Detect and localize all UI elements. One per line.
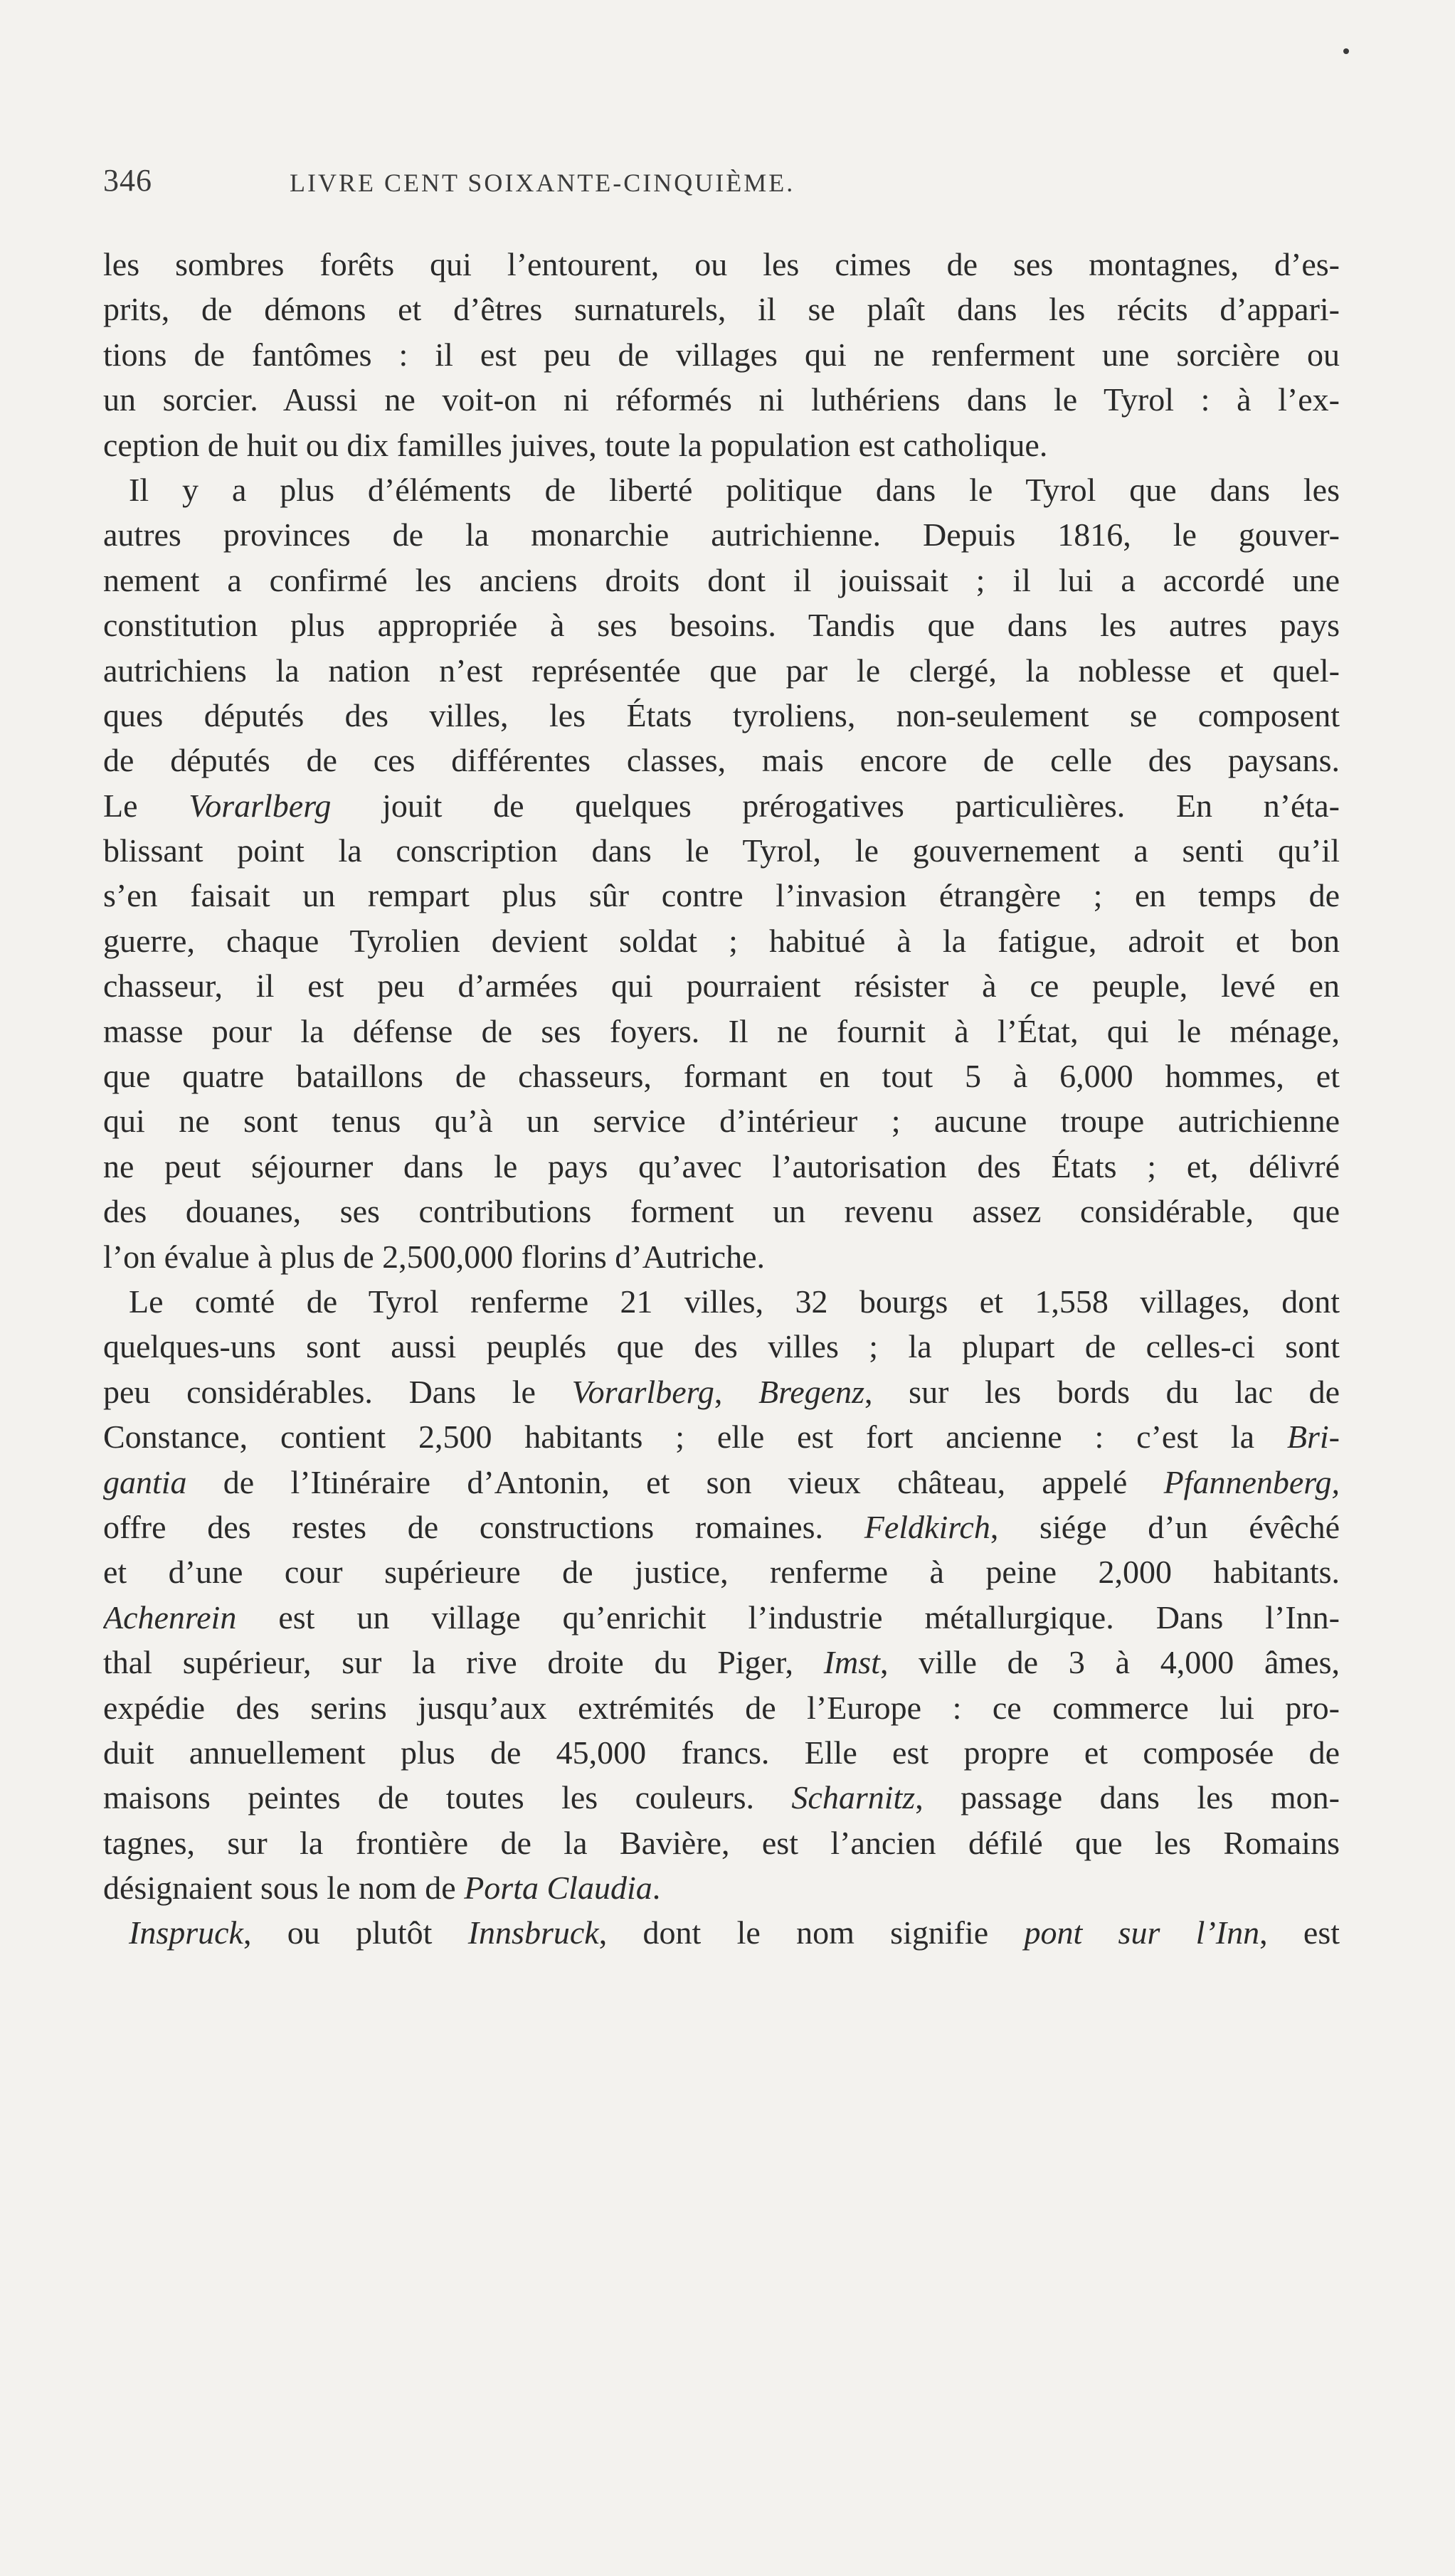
text-segment: prits, de démons et d’êtres surnaturels, il se plaît dans les récits d’appari- xyxy=(103,291,1340,328)
text-segment: offre des restes de constructions romaines. xyxy=(103,1508,864,1545)
text-segment: un sorcier. Aussi ne voit-on ni réformés ni luthériens dans le Tyrol : à l’ex- xyxy=(103,381,1340,418)
italic-text: Achenrein xyxy=(103,1599,237,1636)
text-line xyxy=(103,1189,1340,1234)
text-segment: peu considérables. Dans le xyxy=(103,1373,572,1410)
page-number: 346 xyxy=(103,163,152,198)
text-segment: chasseur, il est peu d’armées qui pourraient résister à ce peuple, levé en xyxy=(103,968,1340,1005)
text-segment: et d’une cour supérieure de justice, renferme à peine 2,000 habitants. xyxy=(103,1554,1340,1591)
italic-text: pont sur l’Inn xyxy=(1024,1914,1260,1951)
text-line xyxy=(103,242,1340,287)
text-segment: , siége d’un évêché xyxy=(990,1508,1340,1545)
italic-text: Vorarlberg xyxy=(189,787,332,824)
text-line xyxy=(103,1549,1340,1594)
text-line xyxy=(103,828,1340,873)
text-line xyxy=(103,648,1340,693)
text-line xyxy=(103,467,1340,512)
body-text xyxy=(103,242,1340,1956)
text-segment: s’en faisait un rempart plus sûr contre l’invasion étrangère ; en temps de xyxy=(103,877,1340,914)
text-segment: guerre, chaque Tyrolien devient soldat ; habitué à la fatigue, adroit et bon xyxy=(103,922,1340,959)
text-line xyxy=(103,918,1340,963)
page-header xyxy=(103,162,1085,205)
text-segment: , sur les bords du lac de xyxy=(864,1373,1340,1410)
text-line xyxy=(103,738,1340,783)
text-line xyxy=(103,1234,1340,1279)
text-segment: l’on évalue à plus de 2,500,000 florins d’Autriche. xyxy=(103,1238,765,1275)
text-line xyxy=(103,287,1340,332)
text-segment: qui ne sont tenus qu’à un service d’intérieur ; aucune troupe autrichienne xyxy=(103,1103,1340,1140)
italic-text: Imst xyxy=(823,1644,880,1681)
text-line xyxy=(103,1685,1340,1730)
text-line xyxy=(103,423,1340,467)
text-line xyxy=(103,873,1340,918)
text-segment: quelques-uns sont aussi peuplés que des villes ; la plupart de celles-ci sont xyxy=(103,1328,1340,1365)
text-segment: constitution plus appropriée à ses besoins. Tandis que dans les autres pays xyxy=(103,607,1340,644)
text-segment: ne peut séjourner dans le pays qu’avec l’autorisation des États ; et, délivré xyxy=(103,1147,1340,1184)
text-line xyxy=(103,1279,1340,1324)
text-line xyxy=(103,1009,1340,1054)
text-line xyxy=(103,1460,1340,1505)
text-segment: nement a confirmé les anciens droits dont il jouissait ; il lui a accordé une xyxy=(103,561,1340,598)
italic-text: Inspruck xyxy=(129,1914,243,1951)
text-segment: thal supérieur, sur la rive droite du Piger, xyxy=(103,1644,824,1681)
text-segment: , dont le nom signifie xyxy=(598,1914,1025,1951)
text-segment: Il y a plus d’éléments de liberté politique dans le Tyrol que dans les xyxy=(129,471,1340,508)
text-segment: tagnes, sur la frontière de la Bavière, est l’ancien défilé que les Romains xyxy=(103,1824,1340,1861)
italic-text: Bri- xyxy=(1286,1419,1340,1456)
running-title: LIVRE CENT SOIXANTE-CINQUIÈME. xyxy=(290,169,795,197)
italic-text: gantia xyxy=(103,1463,187,1500)
text-line xyxy=(103,1054,1340,1098)
text-segment: de députés de ces différentes classes, mais encore de celle des paysans. xyxy=(103,742,1340,779)
text-line xyxy=(103,1820,1340,1865)
text-line xyxy=(103,1640,1340,1685)
text-line xyxy=(103,1098,1340,1143)
text-segment: des douanes, ses contributions forment un revenu assez considérable, que xyxy=(103,1193,1340,1230)
text-segment: duit annuellement plus de 45,000 francs. Elle est propre et composée de xyxy=(103,1734,1340,1771)
text-line xyxy=(103,1505,1340,1549)
text-segment: , passage dans les mon- xyxy=(915,1779,1340,1816)
text-segment: Le xyxy=(103,787,189,824)
italic-text: Feldkirch xyxy=(864,1508,990,1545)
text-line xyxy=(103,1414,1340,1459)
text-segment: masse pour la défense de ses foyers. Il ne fournit à l’État, qui le ménage, xyxy=(103,1012,1340,1049)
text-line xyxy=(103,1369,1340,1414)
italic-text: Pfannenberg, xyxy=(1163,1463,1340,1500)
text-line xyxy=(103,558,1340,603)
text-segment: , est xyxy=(1259,1914,1340,1951)
text-segment: , ville de 3 à 4,000 âmes, xyxy=(879,1644,1340,1681)
italic-text: Bregenz xyxy=(758,1373,865,1410)
text-line xyxy=(103,783,1340,828)
text-segment: ception de huit ou dix familles juives, toute la population est catholique. xyxy=(103,426,1048,463)
text-segment: de l’Itinéraire d’Antonin, et son vieux château, appelé xyxy=(186,1463,1164,1500)
text-segment: autrichiens la nation n’est représentée que par le clergé, la noblesse et quel- xyxy=(103,652,1340,689)
text-segment: tions de fantômes : il est peu de villages qui ne renferment une sorcière ou xyxy=(103,336,1340,373)
ink-speck xyxy=(1343,48,1349,54)
italic-text: Scharnitz xyxy=(791,1779,916,1816)
text-segment: Constance, contient 2,500 habitants ; elle est fort ancienne : c’est la xyxy=(103,1419,1287,1456)
text-segment: les sombres forêts qui l’entourent, ou les cimes de ses montagnes, d’es- xyxy=(103,246,1340,282)
text-line xyxy=(103,332,1340,377)
text-line xyxy=(103,963,1340,1008)
text-segment: maisons peintes de toutes les couleurs. xyxy=(103,1779,792,1816)
italic-text: Innsbruck xyxy=(467,1914,599,1951)
text-segment: blissant point la conscription dans le Tyrol, le gouvernement a senti qu’il xyxy=(103,832,1340,869)
text-line xyxy=(103,1775,1340,1820)
text-segment: est un village qu’enrichit l’industrie métallurgique. Dans l’Inn- xyxy=(236,1599,1340,1636)
text-line xyxy=(103,1865,1340,1910)
text-line xyxy=(103,1144,1340,1189)
italic-text: Vorarlberg xyxy=(571,1373,714,1410)
text-segment: expédie des serins jusqu’aux extrémités de l’Europe : ce commerce lui pro- xyxy=(103,1689,1340,1726)
text-segment: , xyxy=(714,1373,758,1410)
text-segment: désignaient sous le nom de xyxy=(103,1870,465,1907)
text-segment: jouit de quelques prérogatives particulières. En n’éta- xyxy=(331,787,1340,824)
text-segment: que quatre bataillons de chasseurs, formant en tout 5 à 6,000 hommes, et xyxy=(103,1058,1340,1095)
italic-text: Porta Claudia xyxy=(464,1870,652,1907)
text-line xyxy=(103,512,1340,557)
text-line xyxy=(103,377,1340,422)
text-line xyxy=(103,1595,1340,1640)
text-line xyxy=(103,1324,1340,1369)
text-line xyxy=(103,1730,1340,1775)
text-line xyxy=(103,603,1340,647)
text-segment: , ou plutôt xyxy=(243,1914,468,1951)
text-segment: . xyxy=(652,1870,661,1907)
text-line xyxy=(103,1910,1340,1955)
text-line xyxy=(103,693,1340,738)
text-segment: ques députés des villes, les États tyroliens, non-seulement se composent xyxy=(103,696,1340,733)
text-segment: Le comté de Tyrol renferme 21 villes, 32 bourgs et 1,558 villages, dont xyxy=(129,1283,1340,1320)
text-segment: autres provinces de la monarchie autrichienne. Depuis 1816, le gouver- xyxy=(103,516,1340,553)
